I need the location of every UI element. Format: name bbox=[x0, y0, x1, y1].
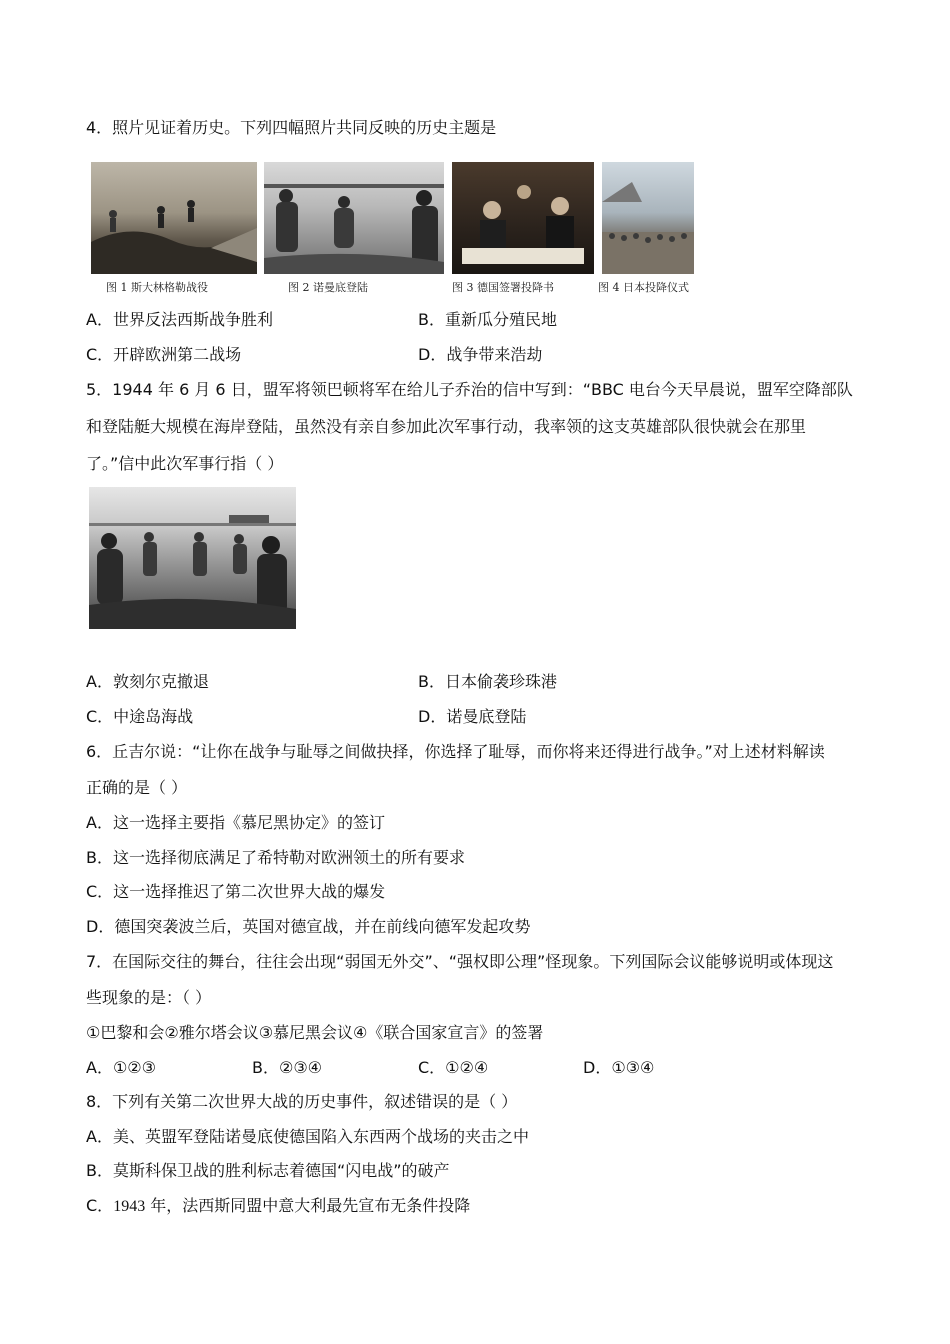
q5-stem-line-1: 5．1944 年 6 月 6 日，盟军将领巴顿将军在给儿子乔治的信中写到：“BBC 电台今天早晨说，盟军空降部队 bbox=[86, 380, 853, 399]
caption-fig2: 图 2 诺曼底登陆 bbox=[288, 281, 368, 294]
q7-option-a[interactable]: A．①②③ bbox=[86, 1058, 156, 1077]
q6-option-d[interactable]: D．德国突袭波兰后，英国对德宣战，并在前线向德军发起攻势 bbox=[86, 917, 531, 936]
caption-fig4: 图 4 日本投降仪式 bbox=[598, 281, 689, 294]
q4-option-a[interactable]: A．世界反法西斯战争胜利 bbox=[86, 310, 273, 329]
q8-stem: 8．下列有关第二次世界大战的历史事件，叙述错误的是（ ） bbox=[86, 1092, 518, 1111]
q6-option-a[interactable]: A．这一选择主要指《慕尼黑协定》的签订 bbox=[86, 813, 385, 832]
q8-option-c[interactable] bbox=[86, 1195, 470, 1218]
photo-normandy bbox=[264, 162, 444, 274]
q7-stem-line-3: ①巴黎和会②雅尔塔会议③慕尼黑会议④《联合国家宣言》的签署 bbox=[86, 1023, 544, 1042]
q7-option-b[interactable]: B．②③④ bbox=[252, 1058, 323, 1077]
q5-stem-line-3: 了。”信中此次军事行指（ ） bbox=[86, 454, 284, 473]
q6-option-c[interactable]: C．这一选择推迟了第二次世界大战的爆发 bbox=[86, 882, 386, 901]
caption-fig3: 图 3 德国签署投降书 bbox=[452, 281, 554, 294]
q8-option-c-year: 1943 bbox=[113, 1198, 146, 1215]
q4-option-c[interactable]: C．开辟欧洲第二战场 bbox=[86, 345, 242, 364]
q5-option-a[interactable]: A．敦刻尔克撤退 bbox=[86, 672, 209, 691]
q7-option-d[interactable]: D．①③④ bbox=[583, 1058, 655, 1077]
photo-landing-troops bbox=[89, 487, 296, 629]
photo-japan-surrender bbox=[602, 162, 694, 274]
photo-stalingrad bbox=[91, 162, 257, 274]
q7-stem-line-1: 7．在国际交往的舞台，往往会出现“弱国无外交”、“强权即公理”怪现象。下列国际会议能够说明或体现这 bbox=[86, 952, 834, 971]
q6-option-b[interactable]: B．这一选择彻底满足了希特勒对欧洲领土的所有要求 bbox=[86, 848, 465, 867]
q4-stem: 4．照片见证着历史。下列四幅照片共同反映的历史主题是 bbox=[86, 118, 497, 137]
q5-option-c[interactable]: C．中途岛海战 bbox=[86, 707, 194, 726]
q5-stem-line-2: 和登陆艇大规模在海岸登陆，虽然没有亲自参加此次军事行动，我率领的这支英雄部队很快就会在那里 bbox=[86, 417, 807, 436]
q6-stem-line-1: 6．丘吉尔说：“让你在战争与耻辱之间做抉择，你选择了耻辱，而你将来还得进行战争。”对上述材料解读 bbox=[86, 742, 825, 761]
q4-option-b[interactable]: B．重新瓜分殖民地 bbox=[418, 310, 557, 329]
q6-stem-line-2: 正确的是（ ） bbox=[86, 778, 188, 797]
q8-option-c-prefix: C． bbox=[86, 1196, 114, 1215]
q5-option-b[interactable]: B．日本偷袭珍珠港 bbox=[418, 672, 557, 691]
q4-option-d[interactable]: D．战争带来浩劫 bbox=[418, 345, 543, 364]
q8-option-a[interactable]: A．美、英盟军登陆诺曼底使德国陷入东西两个战场的夹击之中 bbox=[86, 1127, 529, 1146]
caption-fig1: 图 1 斯大林格勒战役 bbox=[106, 281, 208, 294]
q5-option-d[interactable]: D．诺曼底登陆 bbox=[418, 707, 527, 726]
photo-german-surrender bbox=[452, 162, 594, 274]
q7-option-c[interactable]: C．①②④ bbox=[418, 1058, 489, 1077]
q8-option-b[interactable]: B．莫斯科保卫战的胜利标志着德国“闪电战”的破产 bbox=[86, 1161, 450, 1180]
q7-stem-line-2: 些现象的是：（ ） bbox=[86, 988, 212, 1007]
q8-option-c-text: 年，法西斯同盟中意大利最先宣布无条件投降 bbox=[145, 1196, 471, 1215]
